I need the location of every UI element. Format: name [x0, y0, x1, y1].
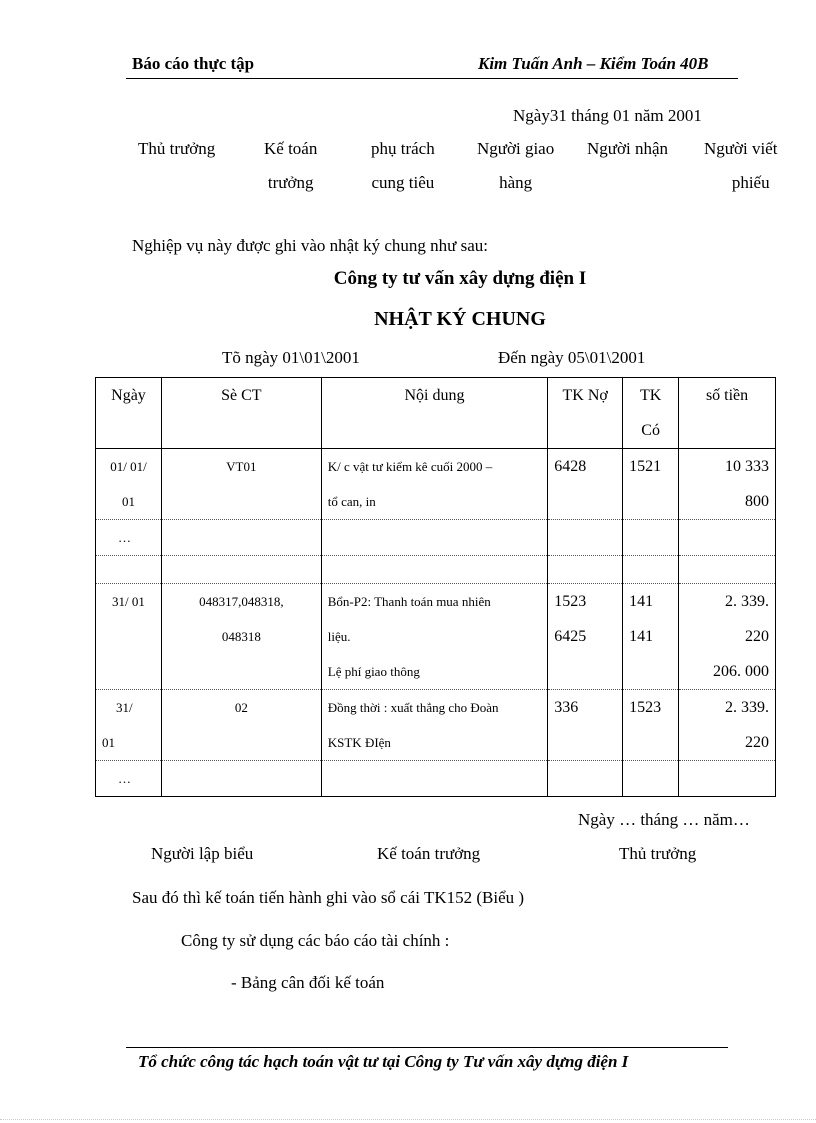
col-header-amount: số tiền — [679, 378, 776, 449]
sig-bottom-2: Kế toán trưởng — [377, 844, 481, 863]
sig-top-6: Người viết phiếu — [704, 139, 778, 192]
paragraph-ledger: Sau đó thì kế toán tiến hành ghi vào sổ cái TK152 (Biểu ) — [132, 888, 525, 907]
list-item-balance-sheet: - Bảng cân đối kế toán — [231, 973, 385, 992]
table-row: 31/ 01 02 Đồng thời : xuất thẳng cho Đoàn KSTK ĐIện 336 1523 2. 339. 220 — [96, 690, 776, 761]
col-header-credit: TK Có — [623, 378, 679, 449]
page-edge — [0, 1119, 816, 1120]
col-header-date: Ngày — [96, 378, 162, 449]
col-header-debit: TK Nợ — [548, 378, 623, 449]
period-to: Đến ngày 05\01\2001 — [498, 348, 646, 367]
sig-top-1: Thủ trưởng — [138, 139, 216, 158]
sig-bottom-3: Thủ trưởng — [619, 844, 697, 863]
header-rule — [126, 78, 738, 79]
sig-top-3: phụ trách cung tiêu — [371, 139, 435, 192]
journal-table — [95, 377, 776, 797]
paragraph-reports: Công ty sử dụng các báo cáo tài chính : — [181, 931, 450, 950]
col-header-content: Nội dung — [321, 378, 547, 449]
intro-text: Nghiệp vụ này được ghi vào nhật ký chung như sau: — [132, 236, 489, 255]
sig-top-2: Kế toán trưởng — [264, 139, 318, 192]
table-row: 01/ 01/ 01 VT01 K/ c vật tư kiểm kê cuối 2000 – tổ can, in 6428 1521 10 333 800 — [96, 449, 776, 520]
footer-rule — [126, 1047, 728, 1048]
col-header-doc: Sè CT — [161, 378, 321, 449]
table-row: 31/ 01 048317,048318, 048318 Bổn-P2: Thanh toán mua nhiên liệu. Lệ phí giao thông 1523 6425 141 141 2. 339. 220 206. 000 — [96, 584, 776, 690]
table-row: … — [96, 520, 776, 556]
date-top: Ngày31 tháng 01 năm 2001 — [513, 106, 702, 125]
journal-title: NHẬT KÝ CHUNG — [374, 308, 546, 330]
date-bottom: Ngày … tháng … năm… — [578, 810, 750, 829]
table-row — [96, 556, 776, 584]
sig-bottom-1: Người lập biểu — [151, 844, 254, 863]
table-header-row — [96, 378, 776, 449]
period-from: Tõ ngày 01\01\2001 — [222, 348, 360, 367]
header-left: Báo cáo thực tập — [132, 54, 255, 73]
table-row: … — [96, 761, 776, 797]
sig-top-4: Người giao hàng — [477, 139, 555, 192]
sig-top-5: Người nhận — [587, 139, 668, 158]
header-right: Kim Tuấn Anh – Kiểm Toán 40B — [478, 54, 709, 73]
footer-text: Tổ chức công tác hạch toán vật tư tại Công ty Tư vấn xây dựng điện I — [138, 1052, 629, 1071]
company-name: Công ty tư vấn xây dựng điện I — [333, 268, 587, 289]
